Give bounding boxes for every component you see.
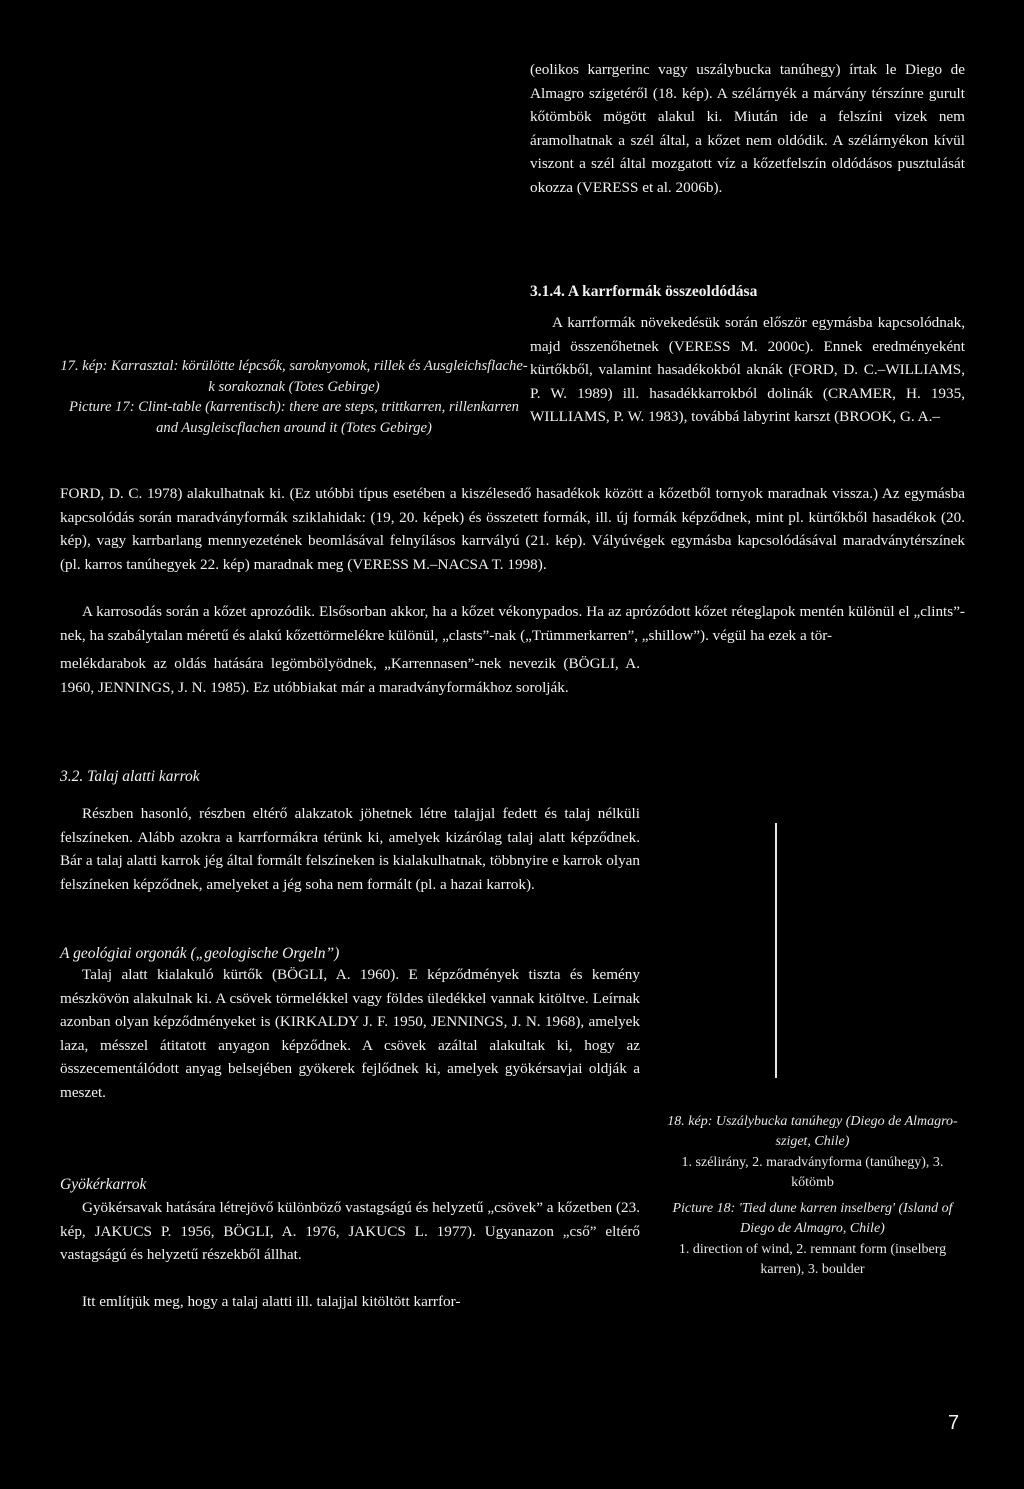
- intro-paragraph: (eolikos karrgerinc vagy uszálybucka tanúhegy) írtak le Diego de Almagro szigetéről (18. kép). A szélárnyék a márvány térszínre gurult kőtömbök mögött alakul ki. Miután ide a felszíni vizek nem áramolhatnak a szél által, a kőzet nem oldódik. A szélárnyékon kívül viszont a szél által mozgatott víz a kőzetfelszín oldódásos pusztulását okozza (VERESS et al. 2006b).: [530, 61, 965, 196]
- paragraph-karrosodas-b: melékdarabok az oldás hatására legömbölyödnek, „Karrennasen”-nek nevezik (BÖGLI, A. 1960, JENNINGS, J. N. 1985). Ez utóbbiakat már a maradványformákhoz sorolják.: [60, 655, 640, 696]
- caption-17-english: Picture 17: Clint-table (karrentisch): there are steps, trittkarren, rillenkarren and Ausgleiscflachen around it (Totes Gebirge): [69, 399, 519, 437]
- paragraph-root-karren: Gyökérsavak hatására létrejövő különböző vastagságú és helyzetű „csövek” a kőzetben (23. kép, JAKUCS P. 1956, BÖGLI, A. 1976, JAKUCS L. 1977). Ugyanazon „cső” eltérő vastagságú és helyzetű részekből állhat.: [60, 1199, 640, 1264]
- paragraph-last-line: Itt említjük meg, hogy a talaj alatti ill. talajjal kitöltött karrfor-: [82, 1293, 461, 1310]
- paragraph-geological-organs: Talaj alatt kialakuló kürtők (BÖGLI, A. 1960). E képződmények tiszta és kemény mészkövön alakulnak ki. A csövek törmelékkel vagy földes üledékkel vannak kitöltve. Leírnak azonban olyan képződményeket is (KIRKALDY J. F. 1950, JENNINGS, J. N. 1968), amelyek laza, mésszel átitatott anyagon képződnek. A csövek azáltal alakultak ki, hogy az összecementálódott anyag belsejében gyökerek fejlődnek ki, amelyek gyökérsavjai oldják a meszet.: [60, 966, 640, 1101]
- subheading-geological-organs: A geológiai orgonák („geologische Orgeln”): [60, 945, 340, 962]
- paragraph-3-1-4-right: A karrformák növekedésük során először egymásba kapcsolódnak, majd összenőhetnek (VERESS M. 2000c). Ennek eredményeként kürtőkből, valamint hasadékokból aknák (FORD, D. C.–WILLIAMS, P. W. 1989) ill. hasadékkarrokból dolinák (CRAMER, H. 1935, WILLIAMS, P. W. 1983), továbbá labyrint karszt (BROOK, G. A.–: [530, 314, 965, 426]
- caption-18-hungarian-title: 18. kép: Uszálybucka tanúhegy (Diego de Almagro-sziget, Chile): [667, 1114, 958, 1150]
- paragraph-karrosodas-a: A karrosodás során a kőzet aprozódik. Elsősorban akkor, ha a kőzet vékonypados. Ha az aprózódott kőzet réteglapok mentén különül el „clints”-nek, ha szabálytalan méretű és alakú kőzettörmelékre különül, „clasts”-nak („Trümmerkarren”, „shillow”). végül ha ezek a tör-: [60, 603, 965, 644]
- section-heading-3-2: 3.2. Talaj alatti karrok: [60, 768, 200, 785]
- caption-17-hungarian: 17. kép: Karrasztal: körülötte lépcsők, saroknyomok, rillek és Ausgleichsflache-k sorakoznak (Totes Gebirge): [60, 358, 528, 395]
- caption-18-english-legend: 1. direction of wind, 2. remnant form (inselberg karren), 3. boulder: [678, 1241, 947, 1278]
- figure-divider-line: [775, 823, 777, 1078]
- section-heading-3-1-4: 3.1.4. A karrformák összeoldódása: [530, 283, 758, 300]
- caption-picture-18: [660, 1112, 965, 1280]
- caption-18-english-title: Picture 18: 'Tied dune karren inselberg' (Island of Diego de Almagro, Chile): [672, 1201, 953, 1237]
- caption-18-hungarian-legend: 1. szélirány, 2. maradványforma (tanúhegy), 3. kőtömb: [681, 1154, 944, 1190]
- paragraph-3-2: Részben hasonló, részben eltérő alakzatok jöhetnek létre talajjal fedett és talaj nélküli felszíneken. Alább azokra a karrformákra térünk ki, amelyek kizárólag talaj alatt képződnek. Bár a talaj alatti karrok jég által formált felszíneken is kialakulhatnak, többnyire e karrok olyan felszíneken képződnek, amelyeket a jég soha nem formált (pl. a hazai karrok).: [60, 805, 640, 893]
- caption-picture-17: [60, 356, 528, 439]
- subheading-root-karren: Gyökérkarrok: [60, 1176, 147, 1193]
- paragraph-3-1-4-full: FORD, D. C. 1978) alakulhatnak ki. (Ez utóbbi típus esetében a kiszélesedő hasadékok között a kőzetből tornyok maradnak vissza.) Az egymásba kapcsolódás során maradványformák sziklahidak: (19, 20. képek) és összetett formák, ill. új formák képződnek, mint pl. kürtőkből hasadékok (20. kép), vagy karrbarlang mennyezetének beomlásával felnyílásos karrvályú (21. kép). Vályúvégek egymásba kapcsolódásával maradványtérszínek (pl. karros tanúhegyek 22. kép) maradnak meg (VERESS M.–NACSA T. 1998).: [60, 485, 965, 573]
- page-number: 7: [948, 1412, 960, 1434]
